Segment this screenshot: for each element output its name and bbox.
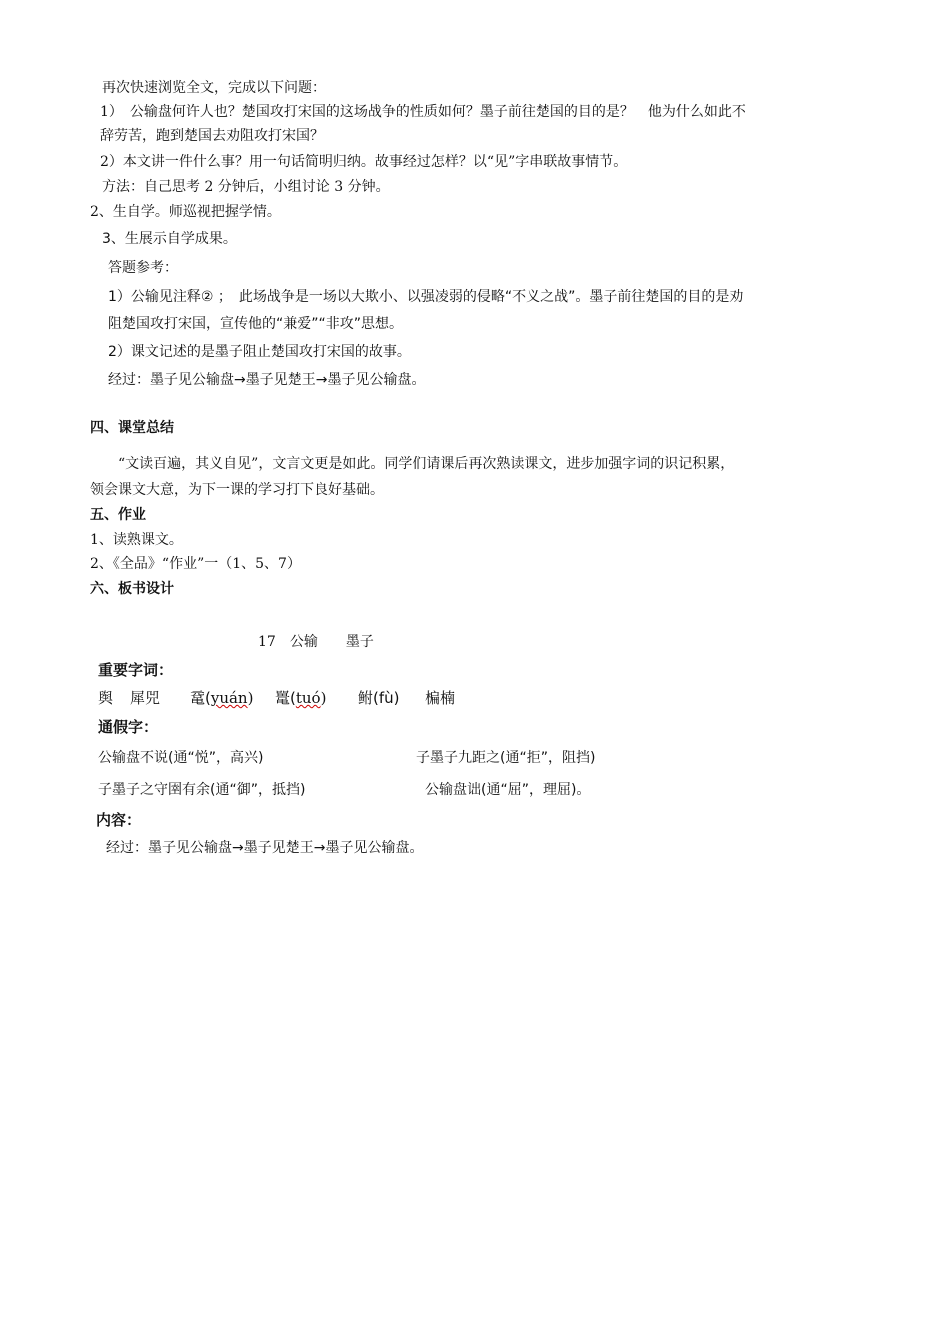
- key-word: 犀兕: [130, 689, 161, 707]
- content-label: 内容：: [96, 811, 142, 829]
- tongjia-label: 通假字：: [98, 718, 159, 736]
- section-heading-homework: 五、作业: [90, 507, 146, 523]
- key-word: 舆: [98, 689, 114, 707]
- tongjia-item: 子墨子之守圉有余(通“御”，抵挡): [98, 782, 306, 798]
- summary-paragraph-line1: “文读百遍，其义自见”，文言文更是如此。同学们请课后再次熟读课文，进步加强字词的识记积累，: [118, 456, 735, 472]
- tongjia-item: 公输盘诎(通“屈”，理屈)。: [425, 782, 591, 798]
- answer-reference-label: 答题参考：: [108, 260, 178, 276]
- homework-item-1: 1、读熟课文。: [90, 532, 183, 548]
- answer-2: 2）课文记述的是墨子阻止楚国攻打宋国的故事。: [108, 344, 411, 360]
- method-note: 方法：自己思考 2 分钟后，小组讨论 3 分钟。: [102, 179, 390, 195]
- answer-1-line2: 阻楚国攻打宋国，宣传他的“兼爱”“非攻”思想。: [108, 316, 404, 332]
- step-3: 3、生展示自学成果。: [102, 231, 237, 247]
- question-1-line1: 1） 公输盘何许人也？楚国攻打宋国的这场战争的性质如何？墨子前往楚国的目的是？ 他为什么如此不: [100, 104, 746, 120]
- question-2: 2）本文讲一件什么事？用一句话简明归纳。故事经过怎样？以“见”字串联故事情节。: [100, 154, 628, 170]
- summary-paragraph-line2: 领会课文大意，为下一课的学习打下良好基础。: [90, 482, 384, 498]
- section-heading-board-design: 六、板书设计: [90, 581, 174, 597]
- tongjia-item: 公输盘不说(通“悦”，高兴): [98, 750, 264, 766]
- step-2: 2、生自学。师巡视把握学情。: [90, 204, 281, 220]
- instruction-intro: 再次快速浏览全文，完成以下问题：: [102, 80, 326, 96]
- homework-item-2: 2、《全品》“作业”一（1、5、7）: [90, 556, 301, 572]
- key-words-label: 重要字词：: [98, 661, 174, 679]
- board-title: 17 公输 墨子: [258, 634, 374, 650]
- section-heading-summary: 四、课堂总结: [90, 420, 174, 436]
- key-word-with-pinyin: 鼋(yuán): [190, 689, 254, 707]
- question-1-line2: 辞劳苦，跑到楚国去劝阻攻打宋国？: [100, 128, 324, 144]
- tongjia-item: 子墨子九距之(通“拒”，阻挡): [416, 750, 596, 766]
- content-process: 经过：墨子见公输盘→墨子见楚王→墨子见公输盘。: [106, 840, 424, 856]
- story-process: 经过：墨子见公输盘→墨子见楚王→墨子见公输盘。: [108, 372, 426, 388]
- key-word-with-pinyin: 鼍(tuó): [275, 689, 327, 707]
- answer-1-line1: 1）公输见注释② ； 此场战争是一场以大欺小、以强凌弱的侵略“不义之战”。墨子前往楚国的目的是劝: [108, 289, 744, 305]
- key-word: 鲋(fù): [358, 689, 400, 707]
- key-word: 楄楠: [425, 689, 456, 707]
